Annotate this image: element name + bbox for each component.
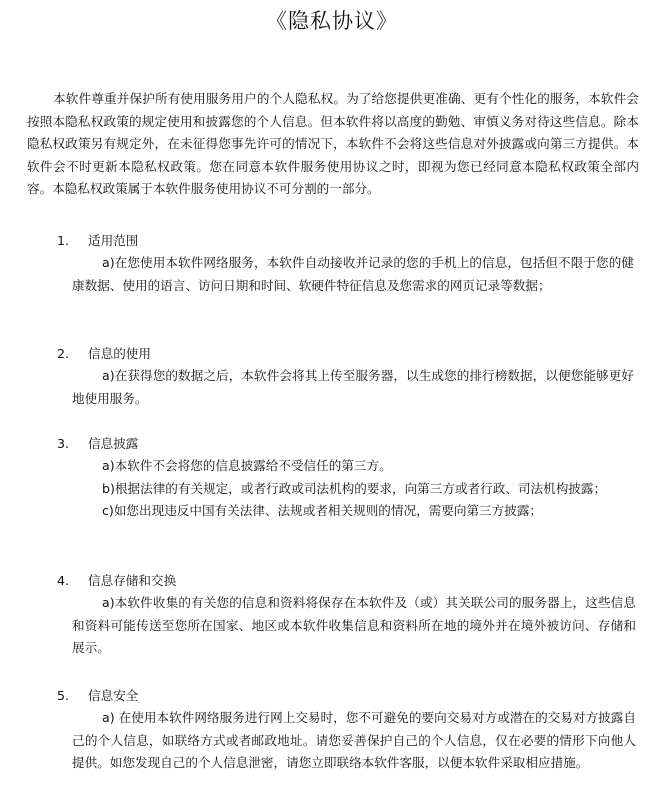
section-item: a)在您使用本软件网络服务，本软件自动接收并记录的您的手机上的信息，包括但不限于您的健康数据、使用的语言、访问日期和时间、软硬件特征信息及您需求的网页记录等数据； <box>72 255 634 293</box>
section-number: 5. <box>57 688 70 703</box>
section-title: 信息安全 <box>88 688 139 703</box>
section-item: b)根据法律的有关规定，或者行政或司法机构的要求，向第三方或者行政、司法机构披露； <box>102 480 607 496</box>
section-item: a)本软件收集的有关您的信息和资料将保存在本软件及（或）其关联公司的服务器上，这些信息和资料可能传送至您所在国家、地区或本软件收集信息和资料所在地的境外并在境外被访问、存储和展示。 <box>72 595 636 655</box>
section-items <box>72 455 636 523</box>
section-item: a)本软件不会将您的信息披露给不受信任的第三方。 <box>102 458 392 473</box>
section-heading <box>57 433 138 456</box>
section-title: 信息存储和交换 <box>88 573 177 588</box>
intro-paragraph: 本软件尊重并保护所有使用服务用户的个人隐私权。为了给您提供更准确、更有个性化的服务，本软件会按照本隐私权政策的规定使用和披露您的个人信息。但本软件将以高度的勤勉、审慎义务对待这些信息。除本隐私权政策另有规定外，在未征得您事先许可的情况下，本软件不会将这些信息对外披露或向第三方提供。本软件会不时更新本隐私权政策。您在同意本软件服务使用协议之时，即视为您已经同意本隐私权政策全部内容。本隐私权政策属于本软件服务使用协议不可分割的一部分。 <box>27 91 639 196</box>
section-heading <box>57 570 176 593</box>
section-heading <box>57 685 138 708</box>
document-title: 《隐私协议》 <box>266 9 398 33</box>
section-heading <box>57 230 138 253</box>
section-heading <box>57 343 151 366</box>
section-item: a)在获得您的数据之后，本软件会将其上传至服务器，以生成您的排行榜数据，以便您能够更好地使用服务。 <box>72 368 634 406</box>
section-number: 4. <box>57 573 70 588</box>
section-item: c)如您出现违反中国有关法律、法规或者相关规则的情况，需要向第三方披露； <box>102 503 543 518</box>
section-title: 信息披露 <box>88 436 139 451</box>
section-number: 1. <box>57 233 70 248</box>
section-title: 信息的使用 <box>88 346 151 361</box>
section-number: 2. <box>57 346 70 361</box>
section-title: 适用范围 <box>88 233 139 248</box>
section-number: 3. <box>57 436 70 451</box>
section-item: a) 在使用本软件网络服务进行网上交易时，您不可避免的要向交易对方或潜在的交易对方披露自己的个人信息，如联络方式或者邮政地址。请您妥善保护自己的个人信息，仅在必要的情形下向他人提供。如您发现自己的个人信息泄密，请您立即联络本软件客服，以便本软件采取相应措施。 <box>72 710 636 770</box>
